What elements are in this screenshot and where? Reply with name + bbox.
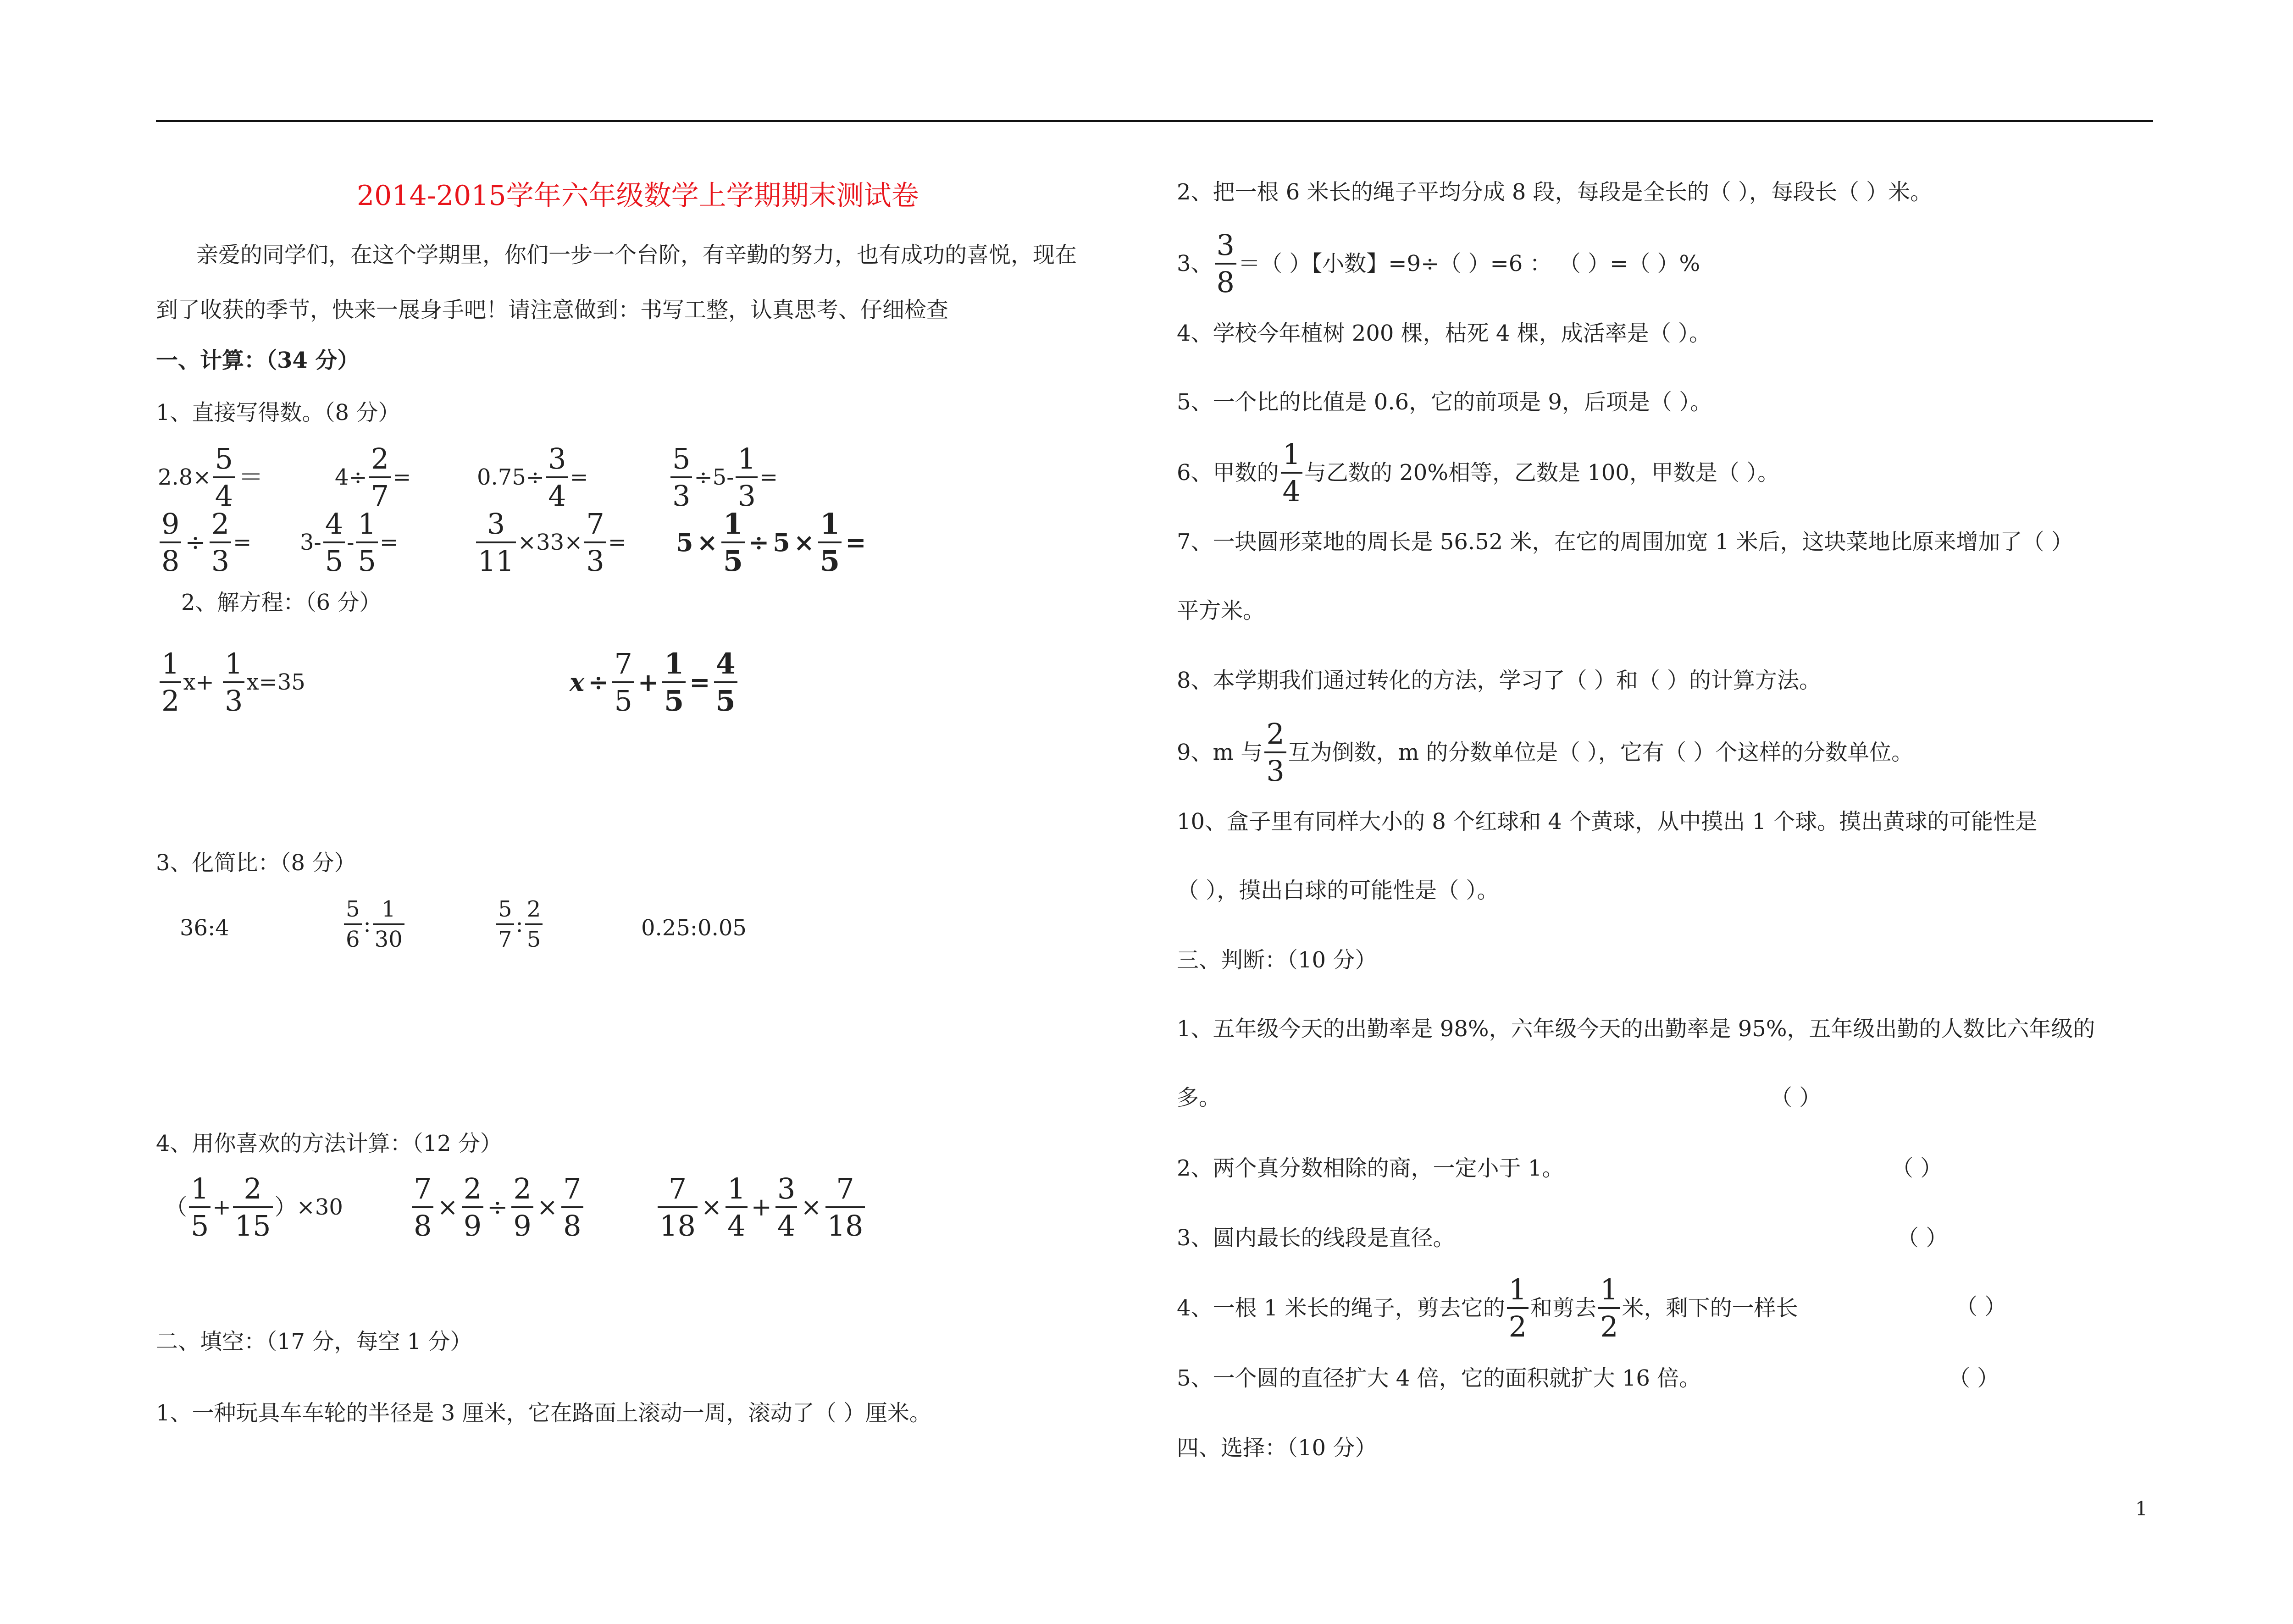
fraction: $\frac{5}{6}$ <box>344 898 362 951</box>
fraction: $\frac{2}{9}$ <box>462 1174 483 1241</box>
fraction: $\frac{9}{8}$ <box>160 509 181 576</box>
calc-1-4: $\frac{5}{3}$ ÷5- $\frac{1}{3}$ = <box>669 444 778 511</box>
fill-question-1: 1、一种玩具车车轮的半径是 3 厘米，它在路面上滚动一周，滚动了（ ）厘米。 <box>156 1400 931 1426</box>
fraction: $\frac{3}{4}$ <box>546 444 568 511</box>
judge-5: 5、一个圆的直径扩大 4 倍，它的面积就扩大 16 倍。 <box>1177 1365 1701 1391</box>
question-2-heading: 2、解方程：（6 分） <box>181 590 382 615</box>
fraction: $\frac{7}{5}$ <box>612 649 634 716</box>
fraction: $\frac{3}{8}$ <box>1215 230 1236 297</box>
judge-1-answer: （ ） <box>1770 1085 1822 1110</box>
equation-2: x ÷ $\frac{7}{5}$ + $\frac{1}{5}$ = $\frac{4}{5}$ <box>568 649 739 716</box>
header-rule <box>156 120 2153 122</box>
fraction: $\frac{5}{3}$ <box>670 444 692 511</box>
fill-question-4: 4、学校今年植树 200 棵，枯死 4 棵，成活率是（ ）。 <box>1177 320 1711 346</box>
fraction: $\frac{1}{5}$ <box>721 509 745 576</box>
fraction: $\frac{1}{4}$ <box>1281 439 1302 506</box>
fraction: $\frac{3}{4}$ <box>775 1174 797 1241</box>
intro-line-1: 亲爱的同学们，在这个学期里，你们一步一个台阶，有辛勤的努力，也有成功的喜悦，现在 <box>196 242 1077 268</box>
judge-3-answer: （ ） <box>1897 1225 1948 1251</box>
ratio-3: $\frac{5}{7}$ : $\frac{2}{5}$ <box>494 898 544 951</box>
fraction: $\frac{2}{5}$ <box>525 898 543 951</box>
fill-question-10-line-2: （ ），摸出白球的可能性是（ ）。 <box>1177 878 1499 903</box>
ratio-2: $\frac{5}{6}$ : $\frac{1}{30}$ <box>342 898 406 951</box>
question-1-heading: 1、直接写得数。（8 分） <box>156 400 400 425</box>
fill-question-7-line-1: 7、一块圆形菜地的周长是 56.52 米，在它的周围加宽 1 米后，这块菜地比原来增加了（ ） <box>1177 529 2073 555</box>
ratio-1: 36:4 <box>180 915 229 941</box>
fraction: $\frac{1}{3}$ <box>223 649 244 716</box>
fill-question-3: 3、 $\frac{3}{8}$ ＝（ ）【小数】=9÷（ ）=6 ： （ ）=（ ）% <box>1177 228 1700 299</box>
fraction: $\frac{7}{18}$ <box>825 1174 865 1241</box>
question-4-heading: 4、用你喜欢的方法计算：（12 分） <box>156 1131 502 1156</box>
fraction: $\frac{3}{11}$ <box>476 509 516 576</box>
calc-4-1: （ $\frac{1}{5}$ + $\frac{2}{15}$ ）×30 <box>165 1172 343 1243</box>
fraction: $\frac{2}{3}$ <box>210 509 231 576</box>
fraction: $\frac{1}{2}$ <box>1598 1275 1620 1342</box>
section-1-heading: 一、计算：（34 分） <box>156 348 360 373</box>
fill-question-5: 5、一个比的比值是 0.6，它的前项是 9，后项是（ ）。 <box>1177 389 1712 415</box>
fill-question-9: 9、m 与 $\frac{2}{3}$ 互为倒数，m 的分数单位是（ ），它有（ ）个这样的分数单位。 <box>1177 717 1914 788</box>
fill-question-2: 2、把一根 6 米长的绳子平均分成 8 段，每段是全长的（ ），每段长（ ）米。 <box>1177 179 1933 205</box>
section-4-heading: 四、选择：（10 分） <box>1177 1435 1377 1461</box>
fraction: $\frac{1}{3}$ <box>736 444 757 511</box>
judge-4: 4、一根 1 米长的绳子，剪去它的 $\frac{1}{2}$ 和剪去 $\frac{1}{2}$ 米，剩下的一样长 <box>1177 1273 1798 1344</box>
judge-2-answer: （ ） <box>1891 1155 1943 1181</box>
ratio-4: 0.25:0.05 <box>641 915 747 941</box>
judge-2: 2、两个真分数相除的商，一定小于 1。 <box>1177 1155 1564 1181</box>
fraction: $\frac{7}{3}$ <box>584 509 606 576</box>
fraction: $\frac{2}{15}$ <box>233 1174 273 1241</box>
equation-1: $\frac{1}{2}$ x+ $\frac{1}{3}$ x=35 <box>158 649 305 716</box>
judge-3: 3、圆内最长的线段是直径。 <box>1177 1225 1455 1251</box>
question-3-heading: 3、化简比：（8 分） <box>156 850 356 876</box>
fraction: $\frac{4}{5}$ <box>323 509 345 576</box>
fraction: $\frac{1}{5}$ <box>189 1174 210 1241</box>
calc-1-8: 5 × $\frac{1}{5}$ ÷ 5 × $\frac{1}{5}$ = <box>676 507 866 578</box>
page-number: 1 <box>2135 1497 2148 1520</box>
intro-line-2: 到了收获的季节，快来一展身手吧！请注意做到：书写工整，认真思考、仔细检查 <box>156 297 949 323</box>
fill-question-8: 8、本学期我们通过转化的方法，学习了（ ）和（ ）的计算方法。 <box>1177 668 1822 693</box>
fill-question-7-line-2: 平方米。 <box>1177 598 1265 624</box>
fraction: $\frac{1}{2}$ <box>160 649 181 716</box>
fraction: $\frac{5}{4}$ <box>213 444 235 511</box>
calc-1-7: $\frac{3}{11}$ ×33× $\frac{7}{3}$ = <box>474 509 626 576</box>
fraction: $\frac{2}{7}$ <box>369 444 391 511</box>
fill-question-10-line-1: 10、盒子里有同样大小的 8 个红球和 4 个黄球，从中摸出 1 个球。摸出黄球的可能性是 <box>1177 809 2038 834</box>
fraction: $\frac{1}{4}$ <box>726 1174 747 1241</box>
calc-1-2: 4÷ $\frac{2}{7}$ = <box>335 442 411 513</box>
judge-1-line-2: 多。 <box>1177 1085 1221 1110</box>
fill-question-6: 6、甲数的 $\frac{1}{4}$ 与乙数的 20%相等，乙数是 100，甲数是（ ）。 <box>1177 437 1780 508</box>
calc-1-1: 2.8× $\frac{5}{4}$ ＝ <box>158 442 264 513</box>
page-title: 2014-2015学年六年级数学上学期期末测试卷 <box>357 180 919 212</box>
fraction: $\frac{7}{8}$ <box>412 1174 433 1241</box>
fraction: $\frac{7}{8}$ <box>561 1174 583 1241</box>
calc-1-5: $\frac{9}{8}$ ÷ $\frac{2}{3}$ = <box>158 509 251 576</box>
section-2-heading: 二、填空：（17 分，每空 1 分） <box>156 1329 472 1354</box>
fraction: $\frac{5}{7}$ <box>496 898 514 951</box>
calc-1-3: 0.75÷ $\frac{3}{4}$ = <box>477 442 588 513</box>
judge-4-answer: （ ） <box>1955 1294 2007 1320</box>
fraction: $\frac{1}{2}$ <box>1507 1275 1529 1342</box>
fraction: $\frac{1}{5}$ <box>356 509 377 576</box>
fraction: $\frac{2}{9}$ <box>511 1174 533 1241</box>
section-3-heading: 三、判断：（10 分） <box>1177 947 1377 973</box>
calc-1-6: 3- $\frac{4}{5}$ - $\frac{1}{5}$ = <box>300 507 399 578</box>
judge-5-answer: （ ） <box>1948 1365 1999 1391</box>
fraction: $\frac{1}{5}$ <box>818 509 842 576</box>
calc-4-2: $\frac{7}{8}$ × $\frac{2}{9}$ ÷ $\frac{2}{9}$ × $\frac{7}{8}$ <box>410 1174 585 1241</box>
fraction: $\frac{1}{5}$ <box>662 649 686 716</box>
fraction: $\frac{7}{18}$ <box>658 1174 698 1241</box>
fraction: $\frac{4}{5}$ <box>714 649 737 716</box>
calc-4-3: $\frac{7}{18}$ × $\frac{1}{4}$ + $\frac{3}{4}$ × $\frac{7}{18}$ <box>656 1174 867 1241</box>
fraction: $\frac{2}{3}$ <box>1264 719 1286 786</box>
fraction: $\frac{1}{30}$ <box>373 898 404 951</box>
judge-1-line-1: 1、五年级今天的出勤率是 98%，六年级今天的出勤率是 95%，五年级出勤的人数比六年级的 <box>1177 1016 2095 1042</box>
